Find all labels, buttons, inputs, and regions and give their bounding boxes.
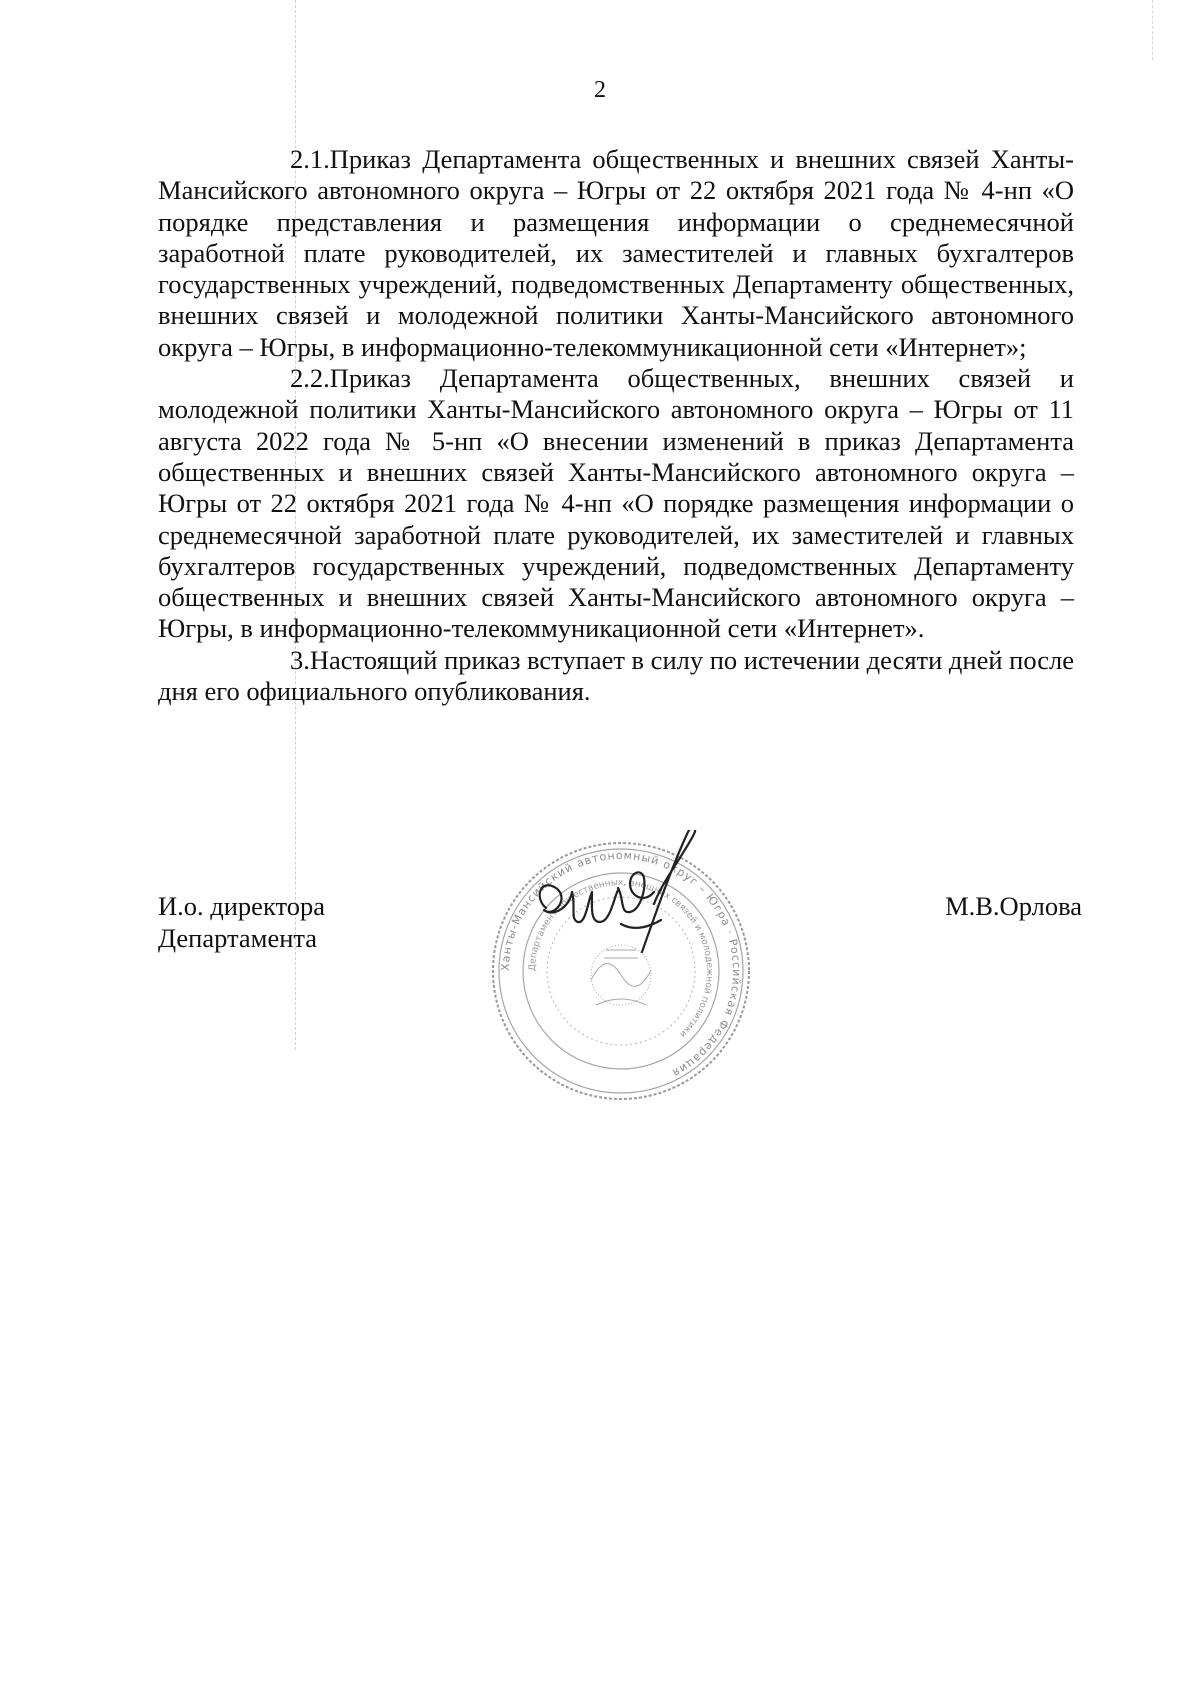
seal-outer-text: Ханты-Мансийский автономный округ – Югра · Российская Федерация bbox=[498, 848, 744, 1080]
signer-position-line: И.о. директора bbox=[158, 891, 325, 921]
page-number: 2 bbox=[594, 77, 606, 103]
seal-stamp bbox=[493, 843, 749, 1099]
paragraph-3 bbox=[158, 645, 1074, 708]
signer-name: М.В.Орлова bbox=[945, 891, 1082, 921]
scan-fold-line bbox=[1152, 0, 1153, 60]
paragraph-text: Приказ Департамента общественных, внешних связей и молодежной политики Ханты-Мансийского автономного округа – Югры от 11 августа 2022 года № 5-нп «О внесении изменений в приказ Департамента общественных и внешних связей Ханты-Мансийского автономного округа – Югры от 22 октября 2021 года № 4-нп «О порядке размещения информации о среднемесячной заработной плате руководителей, их заместителей и главных бухгалтеров государственных учреждений, подведомственных Департаменту общественных и внешних связей Ханты-Мансийского автономного округа – Югры, в информационно-телекоммуникационной сети «Интернет». bbox=[158, 363, 1074, 644]
signer-position bbox=[158, 890, 325, 954]
paragraph-2-2 bbox=[158, 363, 1074, 645]
paragraph-text: Приказ Департамента общественных и внешних связей Ханты-Мансийского автономного округа – Югры от 22 октября 2021 года № 4-нп «О порядке представления и размещения информации о среднемесячной заработной плате руководителей, их заместителей и главных бухгалтеров государственных учреждений, подведомственных Департаменту общественных, внешних связей и молодежной политики Ханты-Мансийского автономного округа – Югры, в информационно-телекоммуникационной сети «Интернет»; bbox=[158, 144, 1074, 362]
paragraph-number: 2.2. bbox=[290, 363, 330, 394]
paragraph-2-1 bbox=[158, 144, 1074, 363]
paragraph-text: Настоящий приказ вступает в силу по истечении десяти дней после дня его официального опубликования. bbox=[158, 644, 1074, 707]
handwritten-signature bbox=[540, 830, 696, 952]
official-seal bbox=[486, 830, 756, 1112]
seal-inner-text: Департамент общественных, внешних связей и молодежной политики bbox=[527, 877, 715, 1040]
paragraph-number: 2.1. bbox=[290, 144, 330, 174]
paragraph-number: 3. bbox=[290, 644, 310, 675]
document-body bbox=[158, 144, 1074, 707]
signer-position-line: Департамента bbox=[158, 923, 318, 953]
